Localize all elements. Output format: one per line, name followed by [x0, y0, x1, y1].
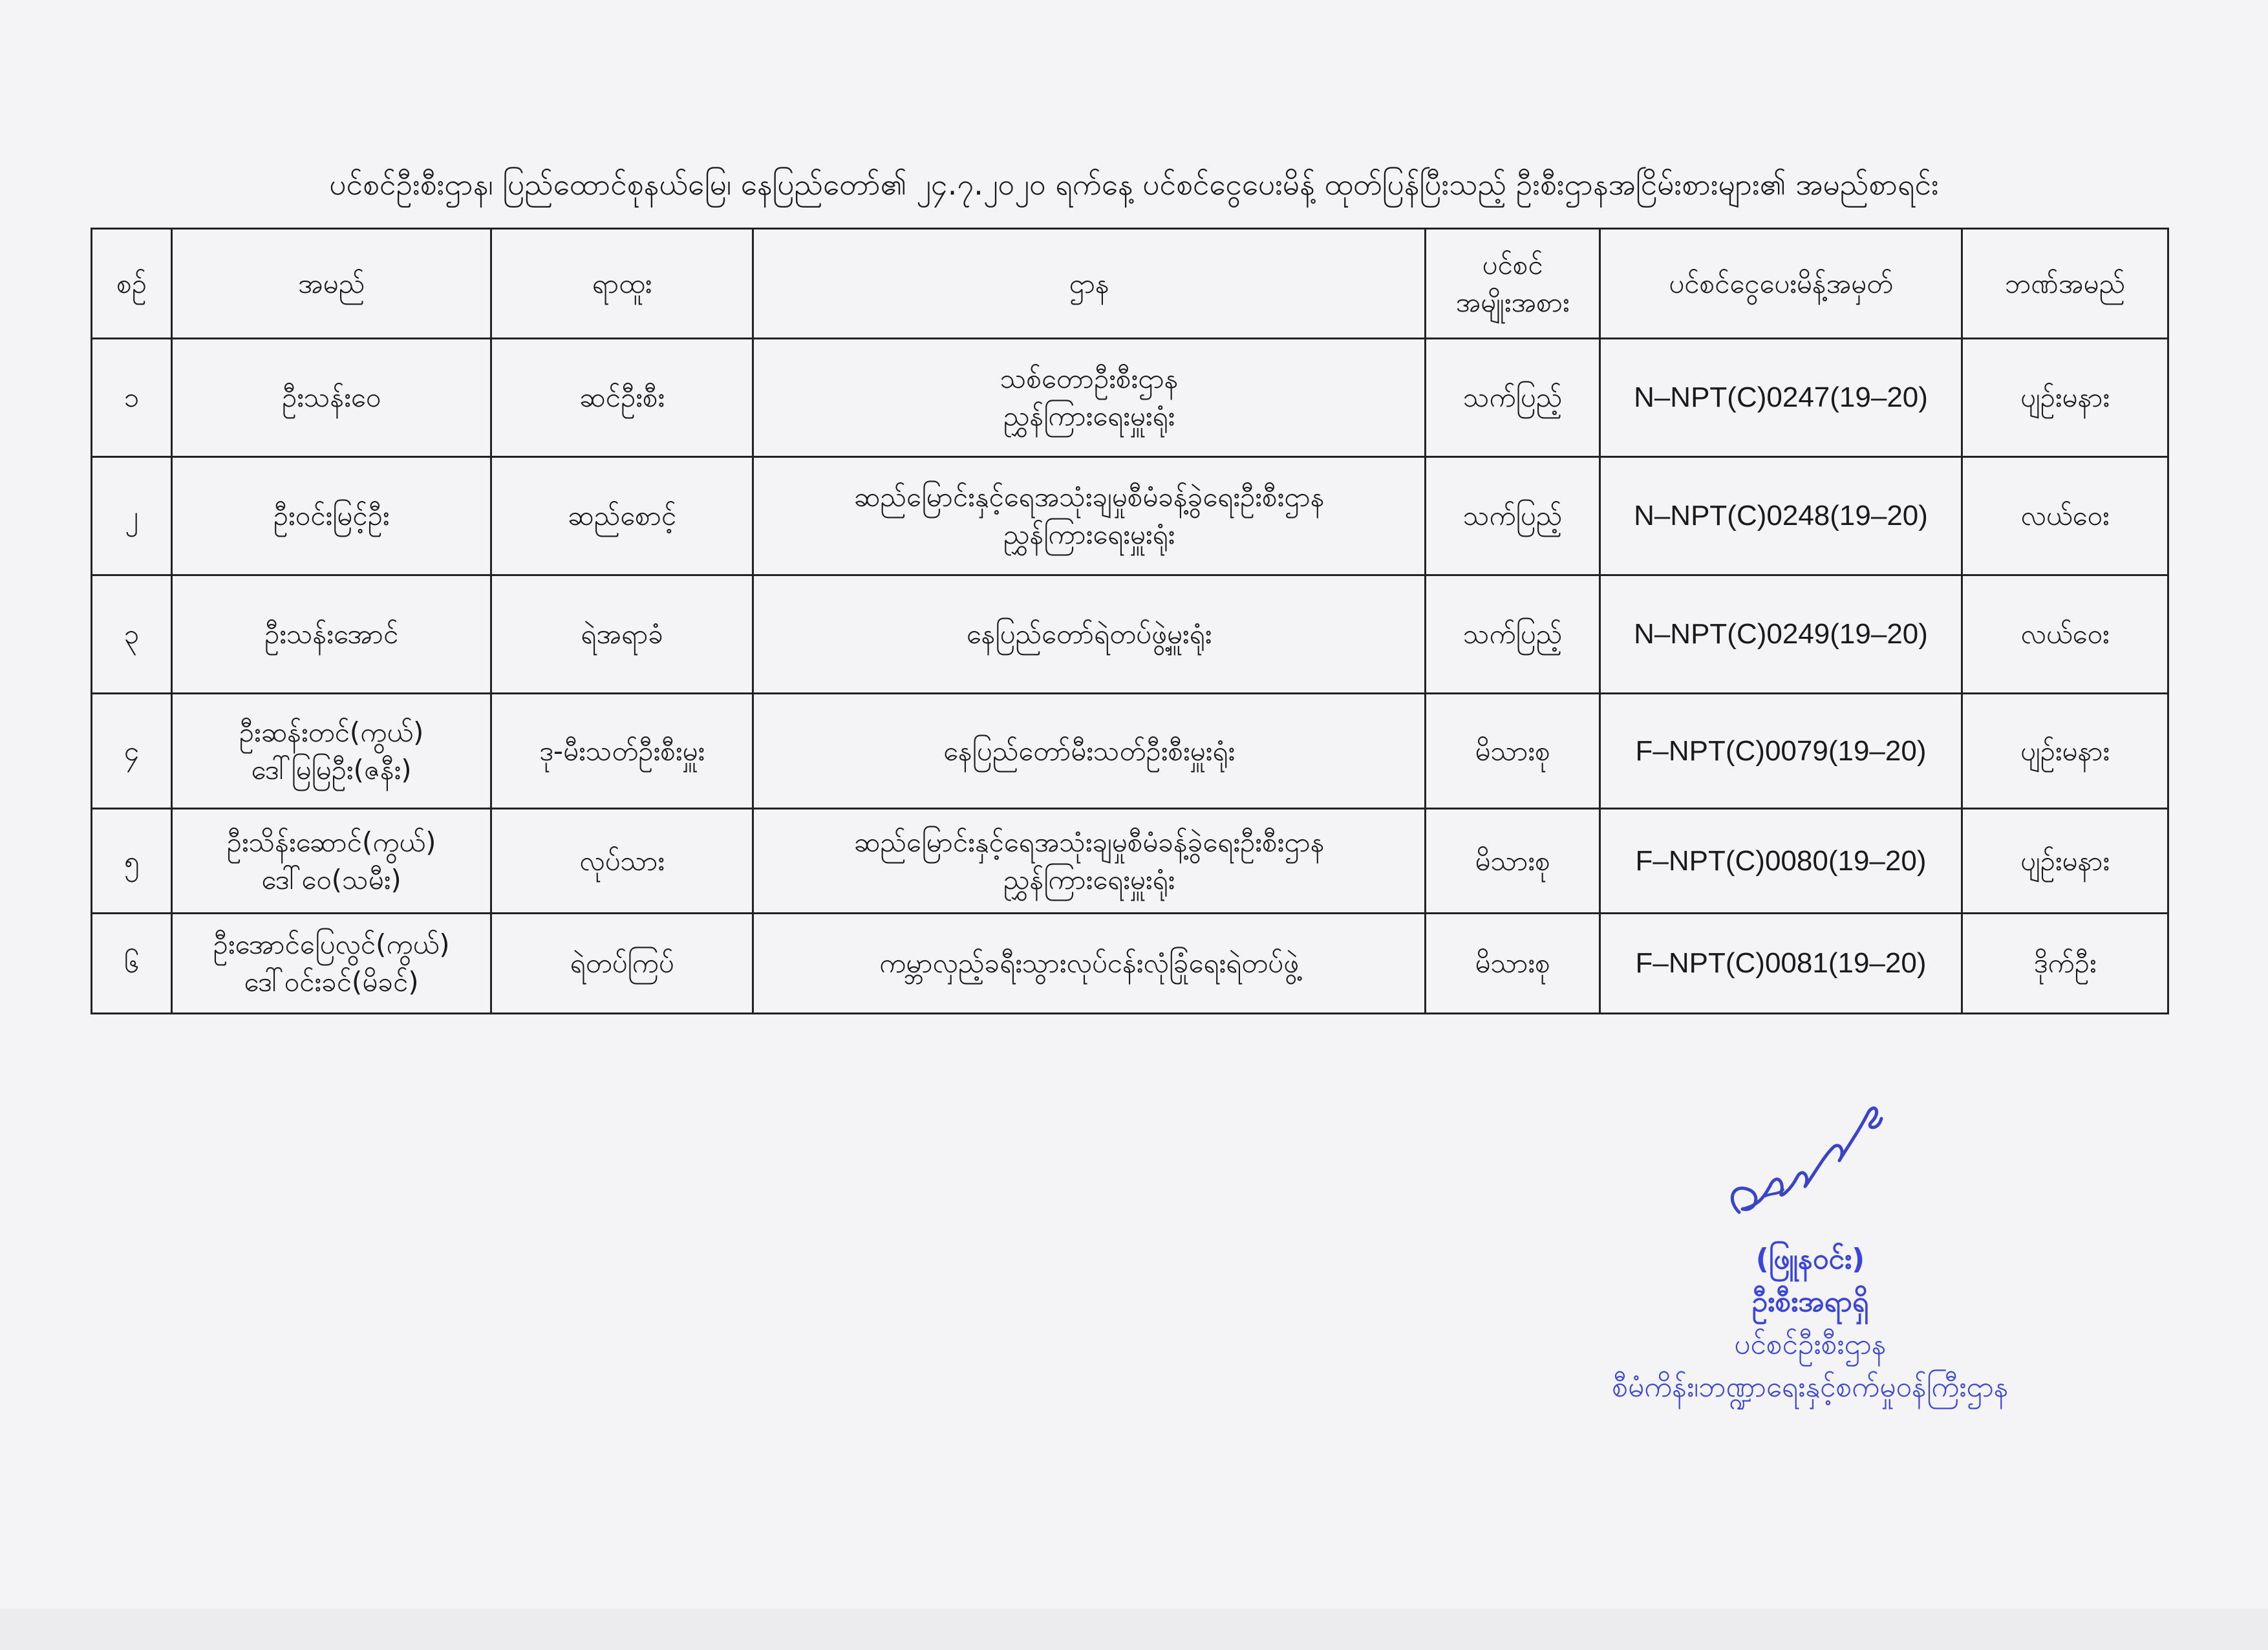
- pension-list-table: [91, 228, 2169, 1014]
- cell-order-no: F–NPT(C)0081(19–20): [1600, 914, 1962, 1014]
- cell-department-line: သစ်တောဦးစီးဌာန: [1000, 363, 1179, 394]
- cell-rank: ဆည်စောင့်: [491, 457, 753, 575]
- cell-department-line: ဆည်မြောင်းနှင့်ရေအသုံးချမှုစီမံခန့်ခွဲရေးဦးစီးဌာန: [853, 826, 1325, 858]
- cell-department-line: နေပြည်တော်ရဲတပ်ဖွဲ့မှူးရုံး: [966, 618, 1212, 650]
- table-row: [92, 694, 2168, 809]
- cell-department: [753, 809, 1426, 914]
- table-row: [92, 457, 2168, 575]
- cell-no: ၄: [92, 694, 172, 809]
- cell-department-line: ကမ္ဘာလှည့်ခရီးသွားလုပ်ငန်းလုံခြုံရေးရဲတပ်ဖွဲ့: [879, 947, 1299, 979]
- cell-name-line: ဒေါ်မြမြဦး(ဇနီး): [251, 753, 412, 786]
- cell-rank: ဆင်ဦးစီး: [491, 339, 753, 457]
- signature-block: [1487, 1238, 2134, 1409]
- cell-department-line: ဆည်မြောင်းနှင့်ရေအသုံးချမှုစီမံခန့်ခွဲရေးဦးစီးဌာန: [853, 481, 1325, 513]
- cell-name: [172, 339, 491, 457]
- cell-name-line: ဦးအောင်ပြေလွင်(ကွယ်): [213, 928, 450, 960]
- cell-no: ၃: [92, 575, 172, 694]
- cell-department: [753, 457, 1426, 575]
- cell-rank: ရဲအရာခံ: [491, 575, 753, 694]
- cell-name: [172, 457, 491, 575]
- cell-bank: ပျဉ်းမနား: [1962, 809, 2168, 914]
- signatory-ministry: စီမံကိန်း၊ဘဏ္ဍာရေးနှင့်စက်မှုဝန်ကြီးဌာန: [1612, 1371, 2009, 1404]
- table-row: [92, 914, 2168, 1014]
- cell-no: ၆: [92, 914, 172, 1014]
- cell-name-line: ဦးသန်းဝေ: [281, 381, 381, 413]
- signatory-department: ပင်စင်ဦးစီးဌာန: [1734, 1328, 1887, 1361]
- cell-pension-type: မိသားစု: [1426, 694, 1600, 809]
- cell-name-line: ဦးဆန်းတင်(ကွယ်): [239, 716, 424, 748]
- cell-name-line: ဒေါ်ဝေ(သမီး): [261, 863, 401, 895]
- header-order-no: ပင်စင်ငွေပေးမိန့်အမှတ်: [1600, 229, 1962, 339]
- signatory-name: (ဖြူနဝင်း): [1755, 1243, 1865, 1276]
- cell-no: ၂: [92, 457, 172, 575]
- table-row: [92, 339, 2168, 457]
- header-bank: ဘဏ်အမည်: [1962, 229, 2168, 339]
- table-header-row: [92, 229, 2168, 339]
- cell-name-line: ဦးဝင်းမြင့်ဦး: [273, 500, 390, 531]
- cell-order-no: N–NPT(C)0248(19–20): [1600, 457, 1962, 575]
- cell-pension-type: မိသားစု: [1426, 809, 1600, 914]
- cell-bank: လယ်ဝေး: [1962, 575, 2168, 694]
- handwritten-signature: [1720, 1086, 1888, 1235]
- cell-department-line: ညွှန်ကြားရေးမှူးရုံး: [1003, 519, 1175, 550]
- cell-department: [753, 694, 1426, 809]
- header-no: စဉ်: [92, 229, 172, 339]
- signatory-position: ဦးစီးအရာရှိ: [1751, 1285, 1869, 1318]
- cell-department: [753, 575, 1426, 694]
- page-title: ပင်စင်ဦးစီးဌာန၊ ပြည်ထောင်စုနယ်မြေ၊ နေပြည်တော်၏ ၂၄.၇.၂၀၂၀ ရက်နေ့ ပင်စင်ငွေပေးမိန့် ထုတ်ပြန်ပြီးသည့် ဦးစီးဌာနအငြိမ်းစားများ၏ အမည်စာရင်း: [329, 167, 1939, 202]
- cell-order-no: F–NPT(C)0080(19–20): [1600, 809, 1962, 914]
- table-row: [92, 575, 2168, 694]
- cell-bank: ပျဉ်းမနား: [1962, 339, 2168, 457]
- cell-no: ၁: [92, 339, 172, 457]
- cell-order-no: N–NPT(C)0249(19–20): [1600, 575, 1962, 694]
- cell-pension-type: သက်ပြည့်: [1426, 339, 1600, 457]
- cell-bank: လယ်ဝေး: [1962, 457, 2168, 575]
- cell-pension-type: မိသားစု: [1426, 914, 1600, 1014]
- header-pension-type-line2: အမျိုးအစား: [1455, 286, 1570, 318]
- cell-bank: ပျဉ်းမနား: [1962, 694, 2168, 809]
- cell-department-line: ညွှန်ကြားရေးမှူးရုံး: [1003, 863, 1175, 895]
- header-pension-type: [1426, 229, 1600, 339]
- header-rank: ရာထူး: [491, 229, 753, 339]
- cell-name: [172, 914, 491, 1014]
- table-row: [92, 809, 2168, 914]
- cell-department: [753, 914, 1426, 1014]
- cell-name-line: ဦးသိန်းဆောင်(ကွယ်): [226, 826, 436, 858]
- cell-name-line: ဒေါ်ဝင်းခင်(မိခင်): [244, 966, 419, 998]
- cell-rank: ရဲတပ်ကြပ်: [491, 914, 753, 1014]
- cell-bank: ဒိုက်ဦး: [1962, 914, 2168, 1014]
- header-name: အမည်: [172, 229, 491, 339]
- scan-bottom-edge: [0, 1609, 2268, 1650]
- cell-department-line: နေပြည်တော်မီးသတ်ဦးစီးမှူးရုံး: [943, 734, 1235, 767]
- cell-name: [172, 809, 491, 914]
- cell-pension-type: သက်ပြည့်: [1426, 575, 1600, 694]
- cell-order-no: N–NPT(C)0247(19–20): [1600, 339, 1962, 457]
- header-department: ဌာန: [753, 229, 1426, 339]
- cell-pension-type: သက်ပြည့်: [1426, 457, 1600, 575]
- cell-name-line: ဦးသန်းအောင်: [264, 618, 399, 650]
- cell-no: ၅: [92, 809, 172, 914]
- header-pension-type-line1: ပင်စင်: [1482, 248, 1543, 281]
- cell-order-no: F–NPT(C)0079(19–20): [1600, 694, 1962, 809]
- cell-name: [172, 575, 491, 694]
- cell-department: [753, 339, 1426, 457]
- cell-rank: ဒု-မီးသတ်ဦးစီးမှူး: [491, 694, 753, 809]
- cell-department-line: ညွှန်ကြားရေးမှူးရုံး: [1003, 400, 1175, 432]
- cell-name: [172, 694, 491, 809]
- cell-rank: လုပ်သား: [491, 809, 753, 914]
